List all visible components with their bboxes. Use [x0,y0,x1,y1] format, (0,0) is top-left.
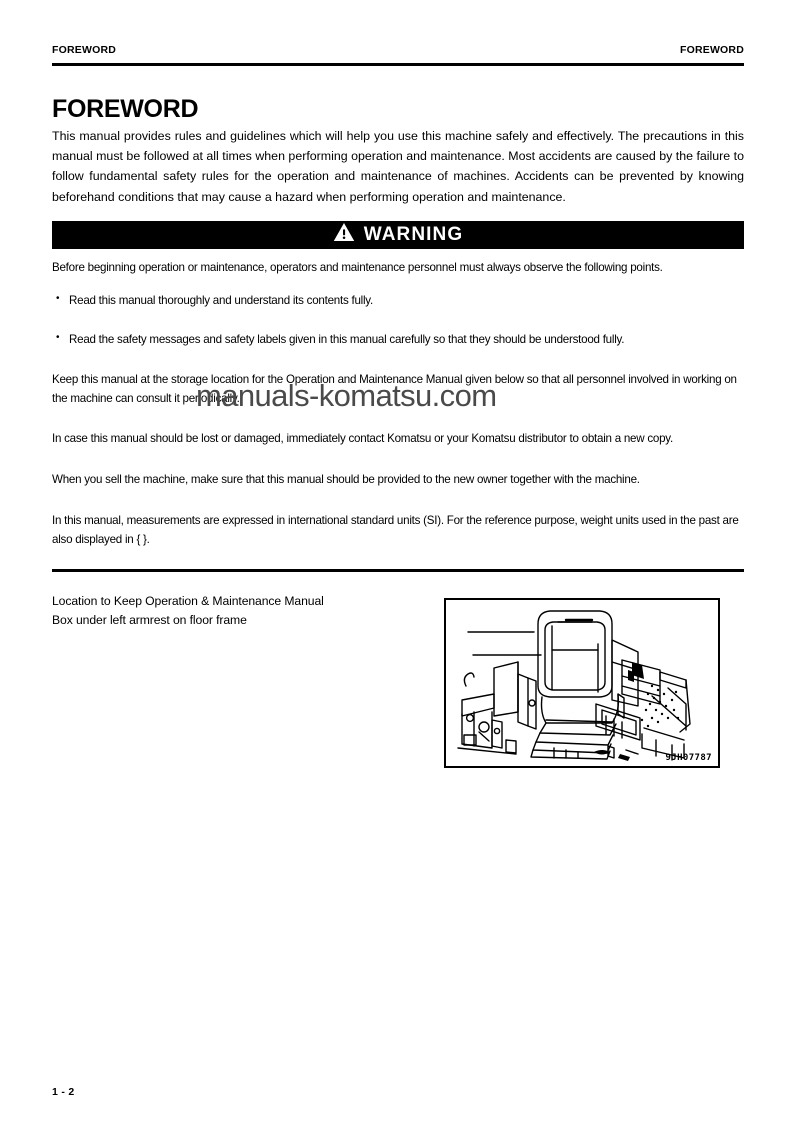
location-line-2: Box under left armrest on floor frame [52,612,247,627]
resale-paragraph: When you sell the machine, make sure that this manual should be provided to the new owner together with the machine. [52,473,640,487]
lost-or-damaged-paragraph: In case this manual should be lost or damaged, immediately contact Komatsu or your Komatsu distributor to obtain a new copy. [52,432,673,446]
header-divider [52,63,744,66]
page-number: 1 - 2 [52,1086,75,1098]
header-right-label: FOREWORD [679,44,744,56]
list-item: • Read the safety messages and safety labels given in this manual carefully so that they should be understood fully. [52,331,744,348]
site-watermark: manuals-komatsu.com [196,378,497,413]
location-section [52,592,744,767]
page-title: FOREWORD [52,95,199,123]
intro-paragraph: This manual provides rules and guidelines which will help you use this machine safely and effectively. The precautions in this manual must be followed at all times when performing operation and maintenance. Most accidents are caused by the failure to follow fundamental safety rules for the operation and maintenance of machines. Accidents can be prevented by knowing beforehand conditions that may cause a hazard when performing operation and maintenance. [52,129,744,204]
warning-triangle-icon [333,222,355,247]
section-divider [52,569,744,572]
warning-points-list [52,292,744,349]
page-header [52,44,744,56]
operator-seat-illustration [444,598,720,768]
location-line-1: Location to Keep Operation & Maintenance Manual [52,594,324,609]
storage-location-paragraph: Keep this manual at the storage location for the Operation and Maintenance Manual given below so that all personnel involved in working on the machine can consult it periodically. [52,372,737,405]
warning-banner [52,221,744,249]
header-left-label: FOREWORD [52,44,117,56]
figure-code: 9JH07787 [665,753,712,764]
list-item: • Read this manual thoroughly and understand its contents fully. [52,292,744,309]
page-content [52,96,744,767]
warning-label: WARNING [363,224,464,246]
units-paragraph: In this manual, measurements are expressed in international standard units (SI). For the reference purpose, weight units used in the past are also displayed in { }. [52,513,739,546]
warning-lead-text: Before beginning operation or maintenance, operators and maintenance personnel must always observe the following points. [52,260,663,274]
